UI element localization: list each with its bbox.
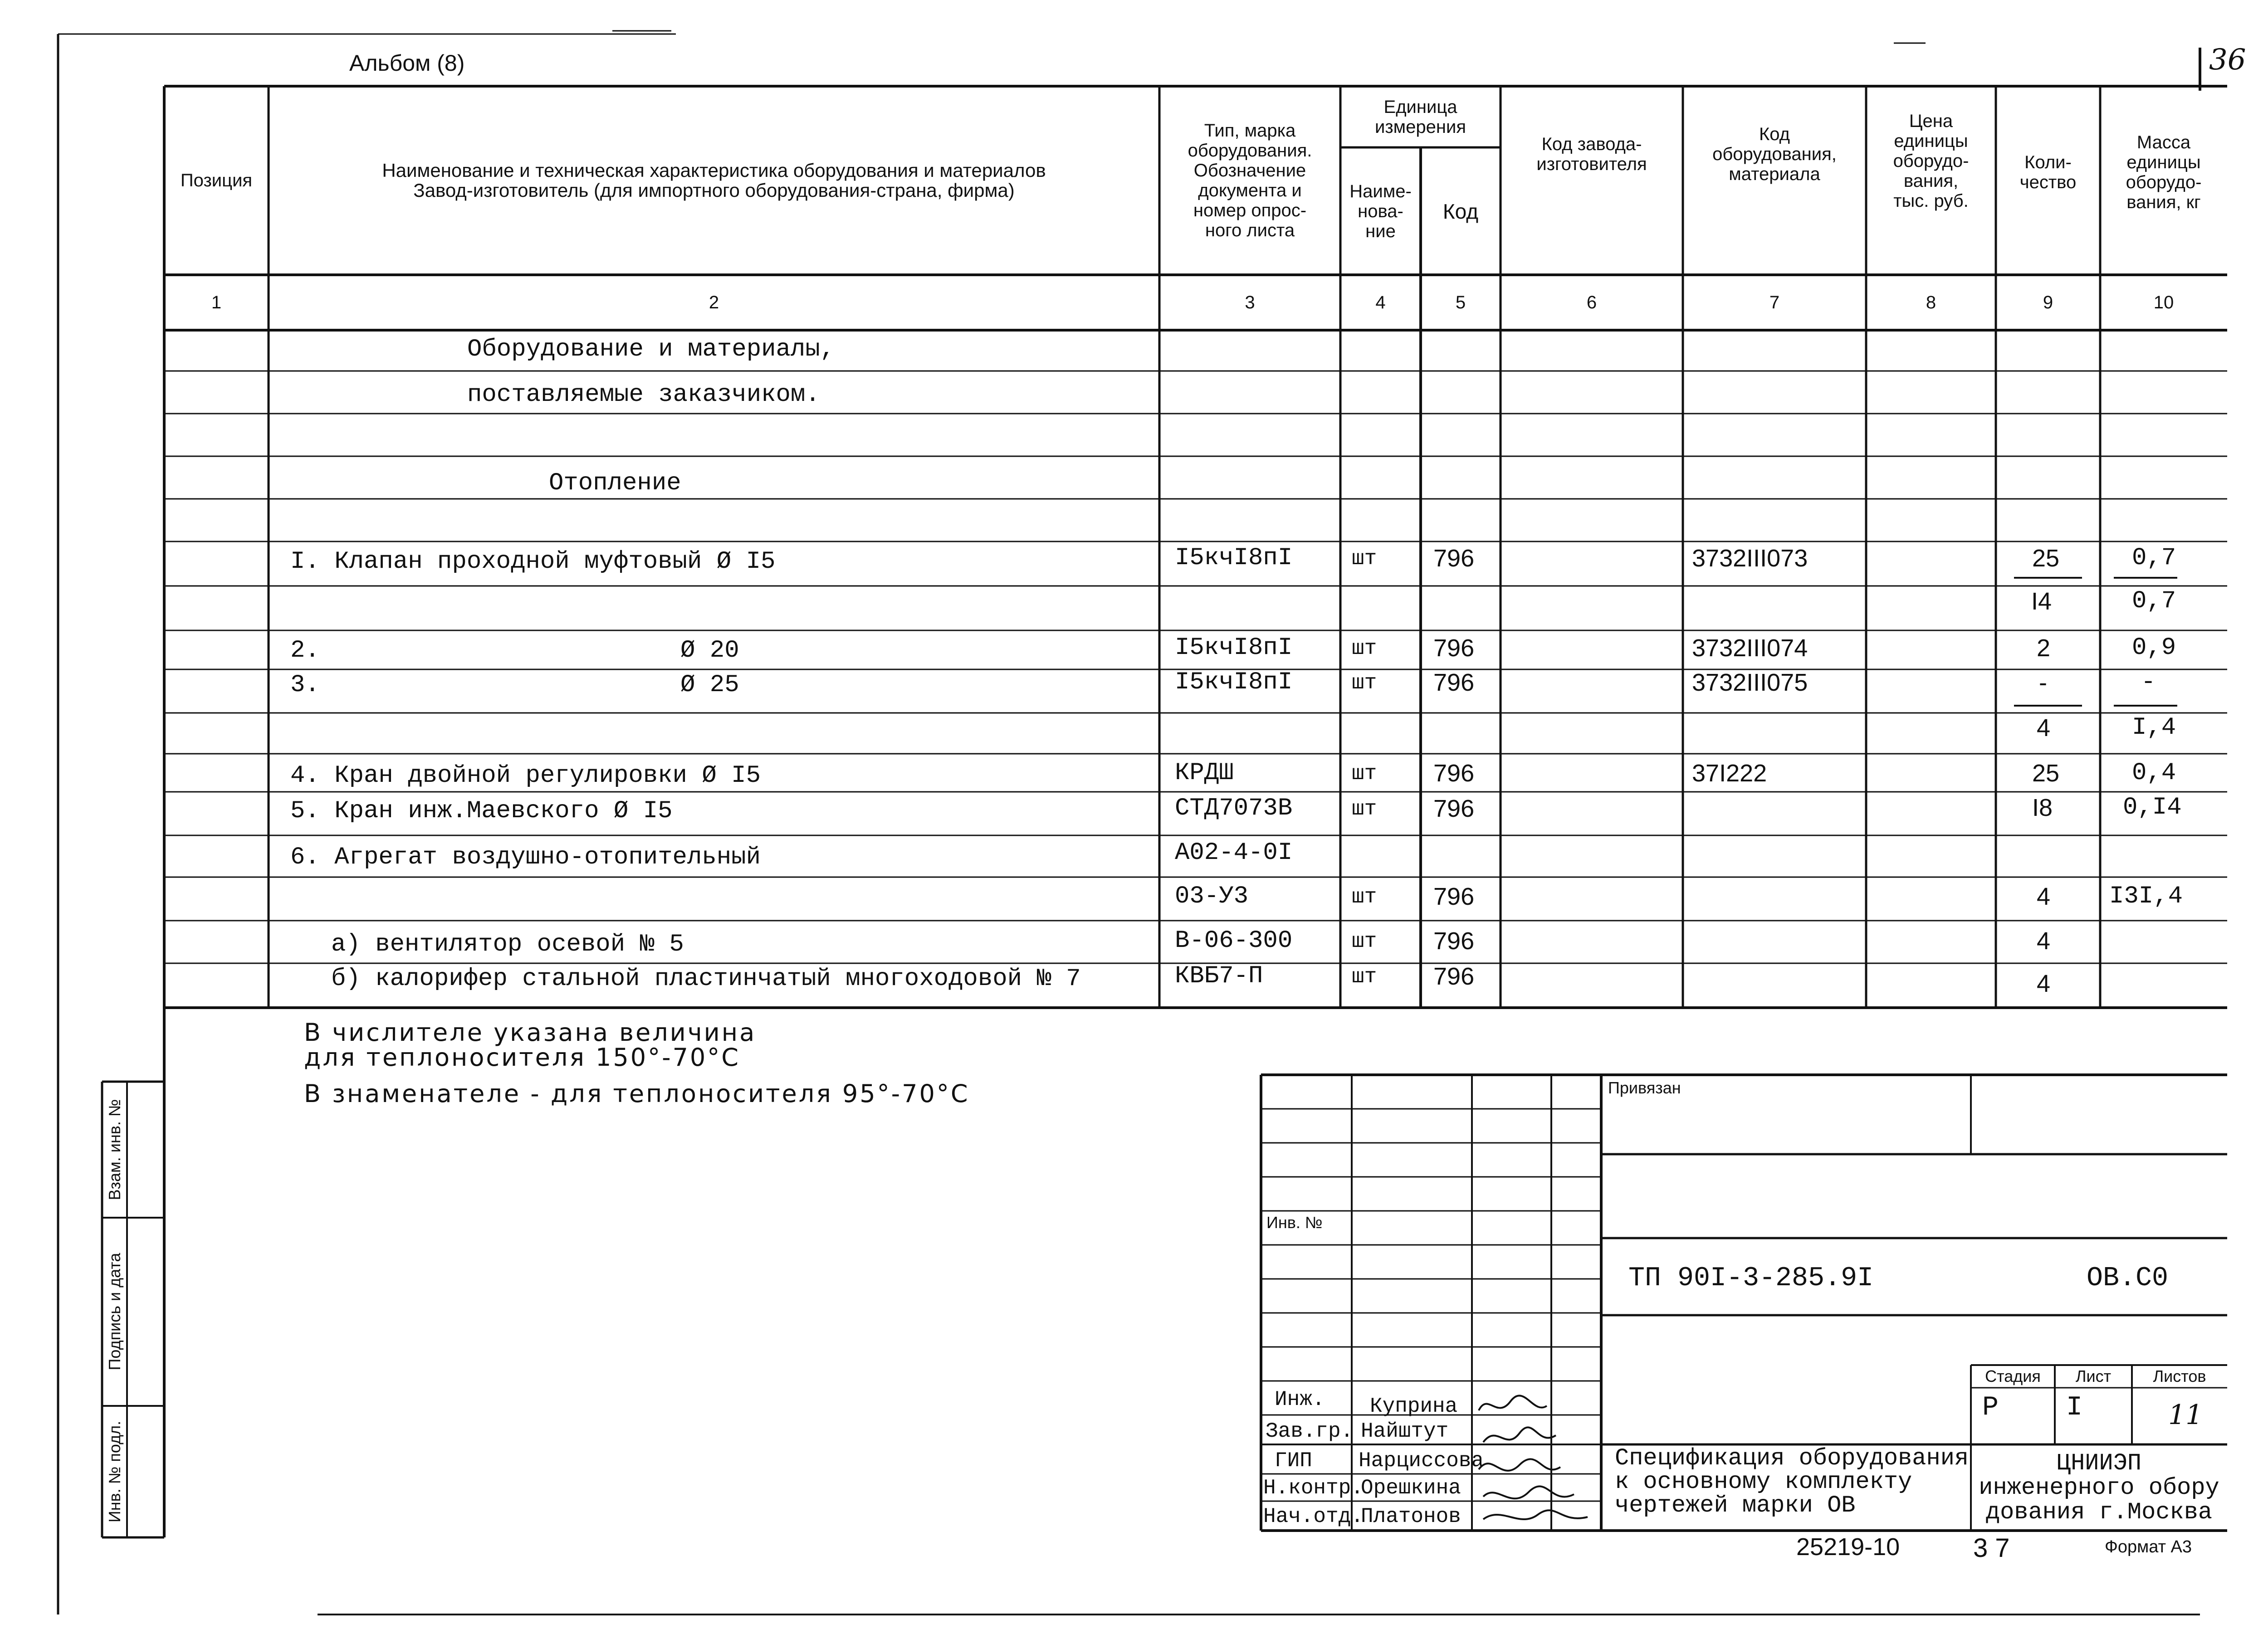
col-number: 4 bbox=[1375, 293, 1386, 312]
note-line: В числителе указана величина bbox=[304, 1018, 757, 1047]
row-unit: шт bbox=[1352, 671, 1377, 695]
row-equip-code: 3732III075 bbox=[1692, 669, 1808, 696]
sheets-label: Листов bbox=[2153, 1367, 2206, 1385]
row-type: КРДШ bbox=[1175, 759, 1234, 787]
signer-name: Куприна bbox=[1370, 1395, 1458, 1418]
row-name: 2. bbox=[290, 637, 320, 664]
row-code: 796 bbox=[1433, 795, 1475, 822]
row-unit: шт bbox=[1352, 637, 1377, 660]
stage-value: Р bbox=[1982, 1392, 1999, 1423]
signer-role: Нач.отд. bbox=[1263, 1505, 1364, 1528]
footer-format: Формат А3 bbox=[2105, 1537, 2192, 1556]
row-dia: Ø 25 bbox=[680, 671, 739, 699]
row-qty: 4 bbox=[2037, 970, 2051, 997]
col-number: 6 bbox=[1586, 293, 1597, 312]
row-mass: I,4 bbox=[2132, 714, 2176, 741]
privyazan-label: Привязан bbox=[1608, 1078, 1681, 1097]
row-qty: 25 bbox=[2032, 545, 2060, 572]
row-qty: I4 bbox=[2031, 588, 2052, 615]
row-qty: - bbox=[2039, 669, 2047, 696]
header-equipment-code: Код оборудования, материала bbox=[1712, 124, 1837, 184]
sheets-value: 11 bbox=[2168, 1399, 2203, 1431]
row-mass: 0,9 bbox=[2132, 634, 2176, 662]
side-label-sign-date: Подпись и дата bbox=[105, 1253, 124, 1371]
row-name: б) калорифер стальной пластинчатый многоходовой № 7 bbox=[331, 965, 1081, 993]
header-unit-code: Код bbox=[1442, 199, 1479, 223]
sheet-label: Лист bbox=[2075, 1367, 2112, 1385]
row-code: 796 bbox=[1433, 927, 1475, 955]
album-label: Альбом (8) bbox=[349, 50, 465, 76]
row-code: 796 bbox=[1433, 883, 1475, 910]
row-equip-code: 37I222 bbox=[1692, 760, 1767, 787]
header-unit-name: Наиме- нова- ние bbox=[1349, 181, 1412, 241]
row-unit: шт bbox=[1352, 930, 1377, 953]
col-number: 1 bbox=[211, 293, 222, 312]
side-label-inv-no: Инв. № подл. bbox=[105, 1420, 124, 1523]
signer-name: Найштут bbox=[1361, 1419, 1449, 1443]
header-name: Наименование и техническая характеристика оборудования и материалов Завод-изготовитель (для импортного оборудования-страна, фирма) bbox=[382, 160, 1046, 201]
header-unit-group: Единица измерения bbox=[1374, 97, 1466, 137]
organization: ЦНИИЭП инженерного обору дования г.Москва bbox=[1979, 1450, 2219, 1526]
section-title: Оборудование и материалы, bbox=[467, 336, 835, 363]
signer-role: ГИП bbox=[1275, 1449, 1312, 1473]
header-mass: Масса единицы оборудо- вания, кг bbox=[2126, 132, 2202, 212]
row-dia: Ø 20 bbox=[680, 637, 739, 664]
signer-role: Зав.гр. bbox=[1266, 1419, 1354, 1443]
footer-number: 25219-10 bbox=[1796, 1533, 1900, 1561]
signer-role: Н.контр. bbox=[1263, 1476, 1364, 1500]
col-number: 7 bbox=[1769, 293, 1780, 312]
header-quantity: Коли- чество bbox=[2019, 152, 2077, 192]
doc-description: Спецификация оборудования к основному комплекту чертежей марки ОВ bbox=[1615, 1445, 1969, 1519]
row-qty: 4 bbox=[2037, 714, 2051, 741]
doc-mark: ОВ.С0 bbox=[2087, 1263, 2169, 1294]
col-number: 9 bbox=[2043, 293, 2053, 312]
row-unit: шт bbox=[1352, 762, 1377, 785]
signer-role: Инж. bbox=[1275, 1388, 1325, 1411]
row-equip-code: 3732III073 bbox=[1692, 545, 1808, 572]
row-type: I5кчI8пI bbox=[1175, 634, 1293, 662]
row-type: I5кчI8пI bbox=[1175, 668, 1293, 696]
row-mass: 0,7 bbox=[2132, 587, 2176, 615]
col-number: 8 bbox=[1926, 293, 1936, 312]
row-type: КВБ7-П bbox=[1175, 962, 1263, 990]
row-mass: - bbox=[2141, 668, 2156, 696]
header-position: Позиция bbox=[180, 171, 253, 190]
row-equip-code: 3732III074 bbox=[1692, 634, 1808, 662]
row-code: 796 bbox=[1433, 963, 1475, 990]
signer-name: Нарциссова bbox=[1359, 1449, 1484, 1473]
row-mass: 0,I4 bbox=[2123, 794, 2182, 821]
row-code: 796 bbox=[1433, 760, 1475, 787]
signer-name: Орешкина bbox=[1361, 1476, 1461, 1500]
row-unit: шт bbox=[1352, 965, 1377, 989]
row-type: 03-У3 bbox=[1175, 883, 1249, 910]
row-qty: 2 bbox=[2037, 634, 2051, 662]
row-qty: 4 bbox=[2037, 927, 2051, 955]
note-line: В знаменателе - для теплоносителя 95°-70°С bbox=[304, 1079, 970, 1108]
header-type: Тип, марка оборудования. Обозначение документа и номер опрос- ного листа bbox=[1188, 121, 1312, 240]
signer-name: Платонов bbox=[1361, 1505, 1461, 1528]
header-factory-code: Код завода- изготовителя bbox=[1536, 134, 1647, 174]
row-code: 796 bbox=[1433, 545, 1475, 572]
row-type: I5кчI8пI bbox=[1175, 544, 1293, 572]
row-mass: I3I,4 bbox=[2109, 883, 2183, 910]
row-name: а) вентилятор осевой № 5 bbox=[331, 931, 684, 958]
inv-no-label: Инв. № bbox=[1266, 1213, 1323, 1232]
row-code: 796 bbox=[1433, 669, 1475, 696]
row-name: 6. Агрегат воздушно-отопительный bbox=[290, 844, 761, 871]
signature-scribbles bbox=[1470, 1392, 1606, 1528]
side-label-vzam: Взам. инв. № bbox=[105, 1099, 124, 1200]
doc-code: ТП 90I-3-285.9I bbox=[1628, 1263, 1874, 1294]
note-line: для теплоносителя 150°-70°С bbox=[304, 1043, 740, 1072]
sheet-value: I bbox=[2066, 1392, 2083, 1423]
col-number: 3 bbox=[1245, 293, 1255, 312]
row-name: I. Клапан проходной муфтовый Ø I5 bbox=[290, 548, 776, 576]
col-number: 10 bbox=[2153, 293, 2174, 312]
row-unit: шт bbox=[1352, 885, 1377, 909]
row-type: А02-4-0I bbox=[1175, 839, 1293, 867]
row-type: СТД7073В bbox=[1175, 795, 1293, 822]
row-mass: 0,4 bbox=[2132, 759, 2176, 787]
row-qty: 4 bbox=[2037, 883, 2051, 910]
col-number: 2 bbox=[709, 293, 719, 312]
row-mass: 0,7 bbox=[2132, 544, 2176, 572]
section-title: поставляемые заказчиком. bbox=[467, 381, 820, 409]
row-type: В-06-300 bbox=[1175, 927, 1293, 955]
row-code: 796 bbox=[1433, 634, 1475, 662]
footer-page: 37 bbox=[1973, 1533, 2017, 1563]
section-subtitle: Отопление bbox=[549, 469, 681, 497]
row-name: 3. bbox=[290, 671, 320, 699]
page-number: 36 bbox=[2209, 43, 2246, 77]
row-name: 5. Кран инж.Маевского Ø I5 bbox=[290, 797, 673, 825]
col-number: 5 bbox=[1455, 293, 1466, 312]
row-unit: шт bbox=[1352, 797, 1377, 821]
row-qty: I8 bbox=[2032, 794, 2053, 821]
row-unit: шт bbox=[1352, 547, 1377, 571]
row-qty: 25 bbox=[2032, 760, 2060, 787]
stage-label: Стадия bbox=[1985, 1367, 2041, 1385]
row-name: 4. Кран двойной регулировки Ø I5 bbox=[290, 762, 761, 790]
header-price: Цена единицы оборудо- вания, тыс. руб. bbox=[1893, 111, 1969, 211]
